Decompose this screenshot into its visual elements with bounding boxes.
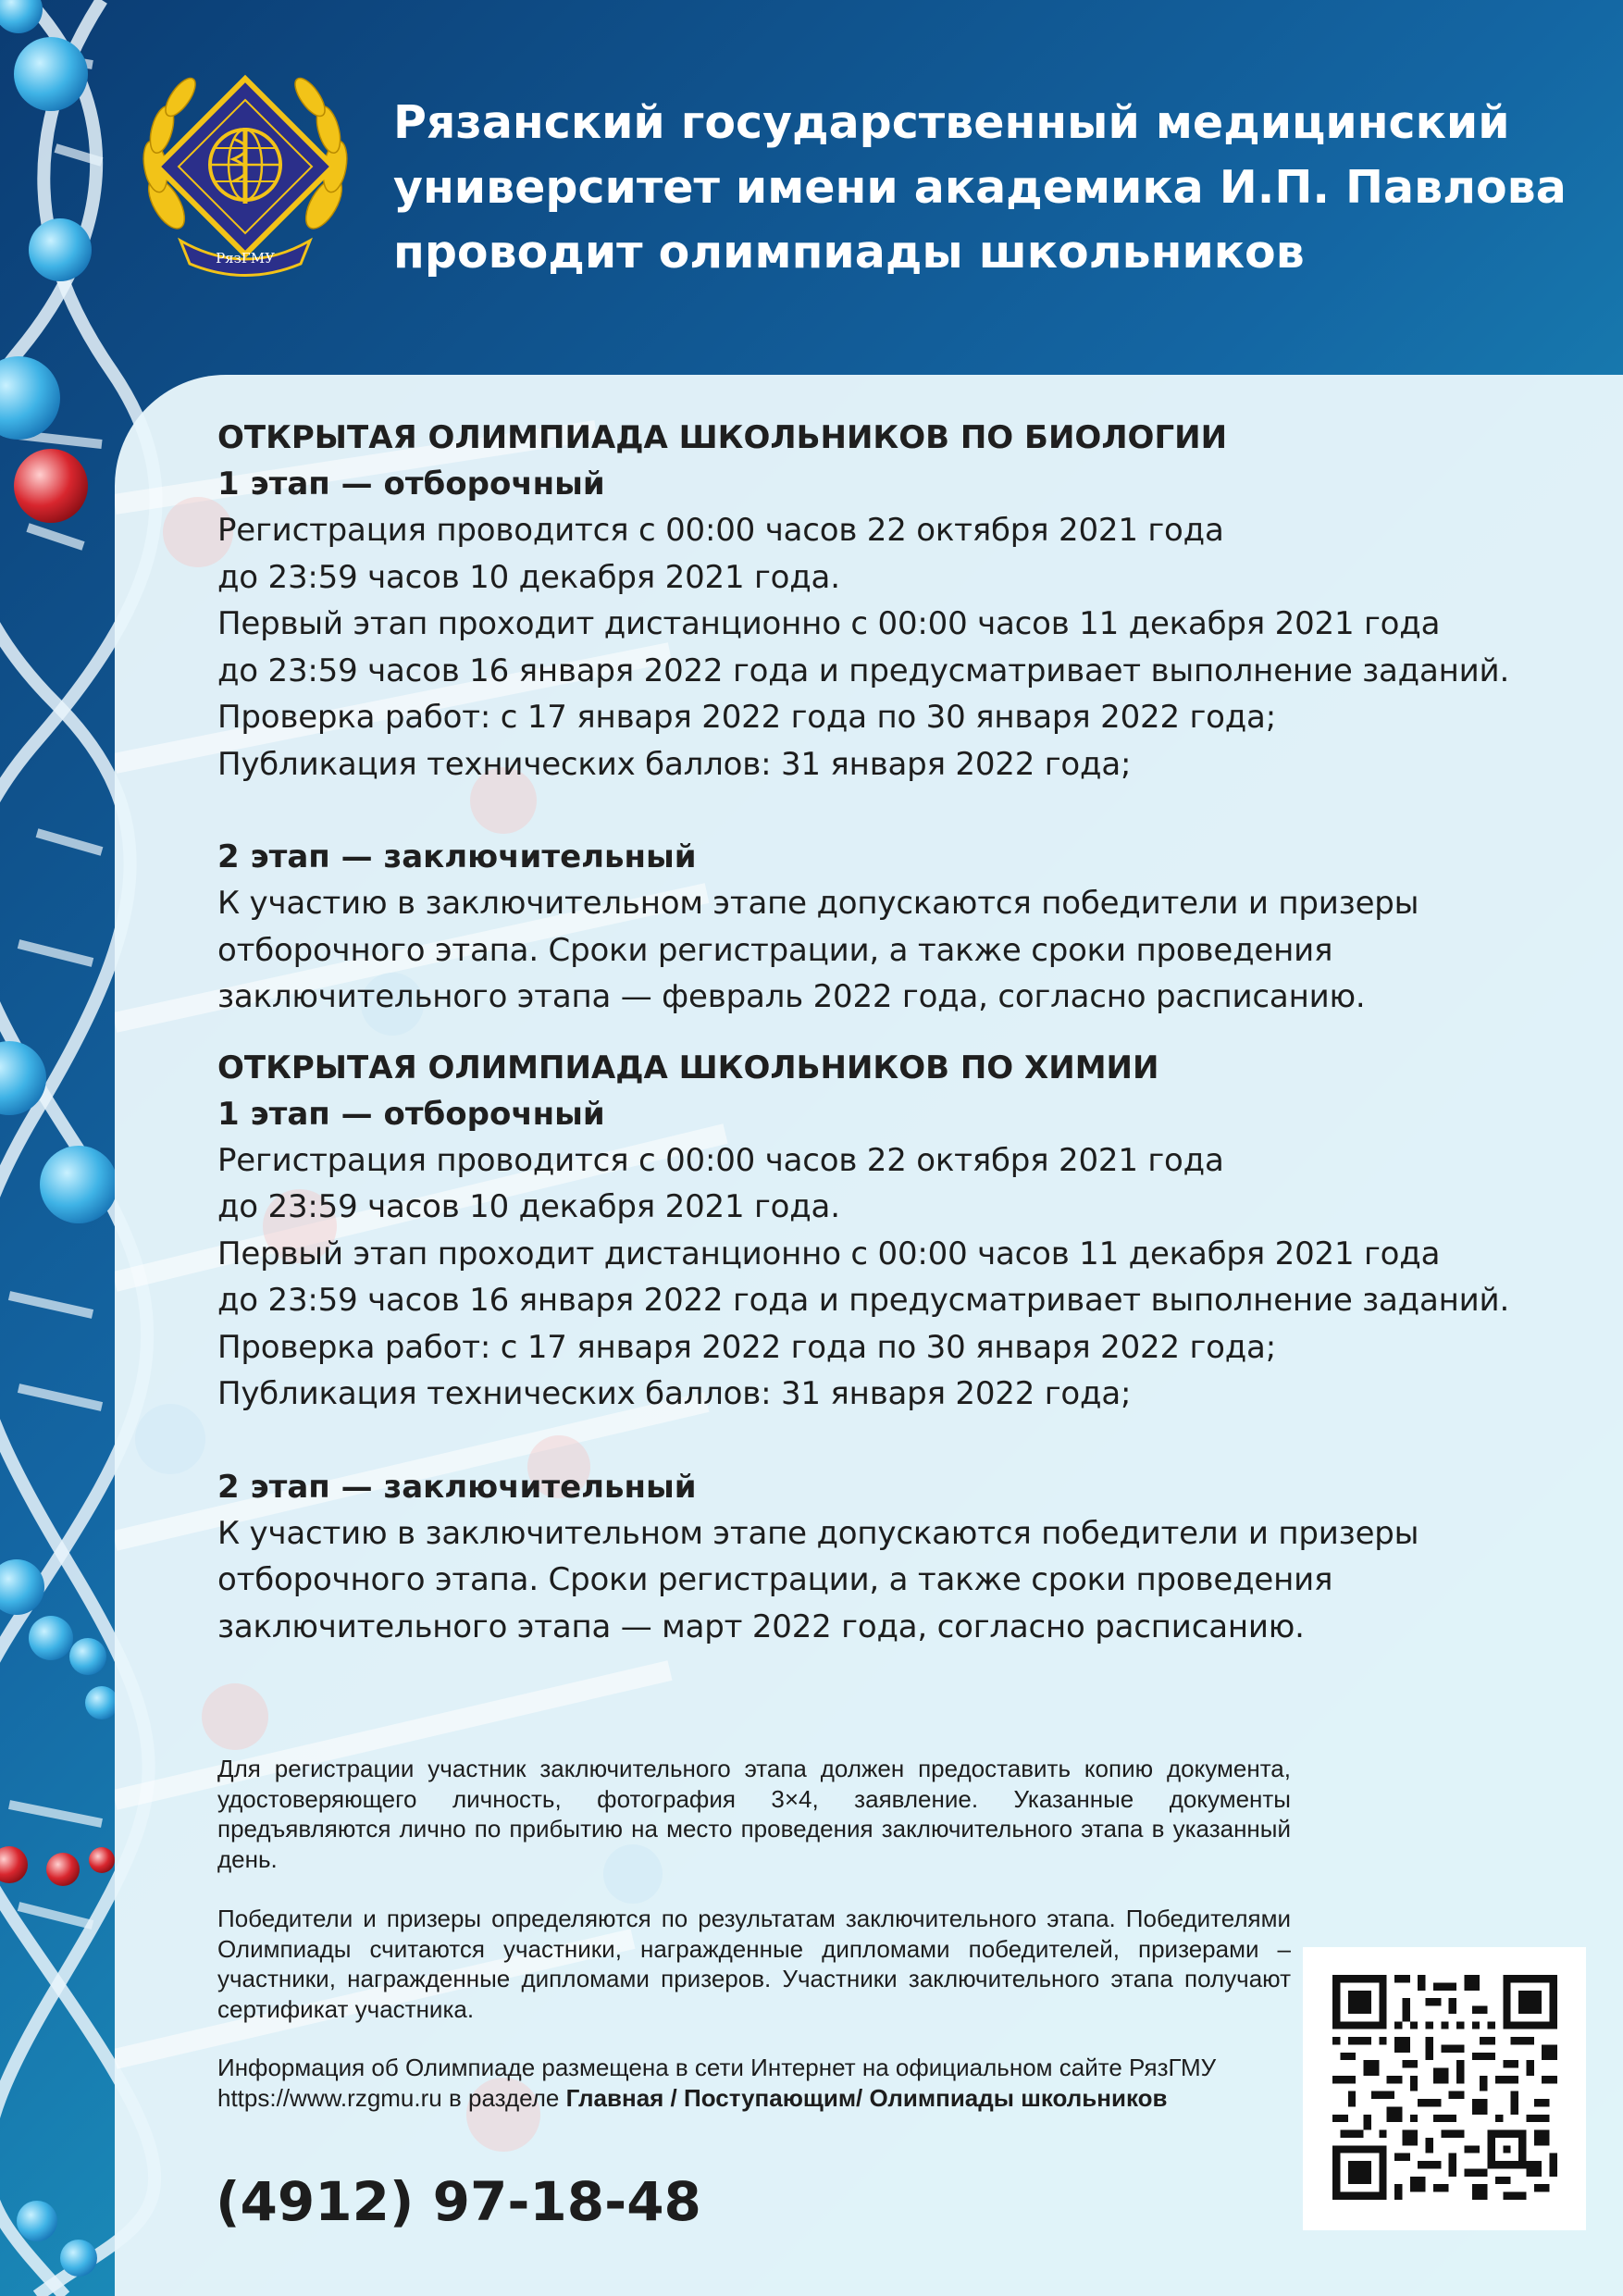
olympiad-info — [217, 415, 1541, 1650]
biology-stage1-line: до 23:59 часов 10 декабря 2021 года. — [217, 558, 840, 596]
chemistry-stage1-line: Публикация технических баллов: 31 января 2022 года; — [217, 1375, 1132, 1412]
chemistry-stage2-line: заключительного этапа — март 2022 года, согласно расписанию. — [217, 1607, 1305, 1645]
chemistry-stage1-line: Первый этап проходит дистанционно с 00:00 часов 11 декабря 2021 года — [217, 1235, 1441, 1272]
phone-number[interactable]: (4912) 97-18-48 — [216, 2170, 701, 2233]
biology-stage1-line: Регистрация проводится с 00:00 часов 22 октября 2021 года — [217, 512, 1224, 549]
chemistry-stage2-line: К участию в заключительном этапе допускаются победители и призеры — [217, 1514, 1419, 1552]
registration-note: Для регистрации участник заключительного этапа должен предоставить копию документа, удостоверяющего личность, фотография 3×4, заявление. Указанные документы предъявляются лично по прибытию на место проведения заключительного этапа в указанный день. — [217, 1755, 1291, 1873]
biology-stage2-line: отборочного этапа. Сроки регистрации, а также сроки проведения — [217, 931, 1333, 969]
dashed-divider — [115, 1690, 1623, 1705]
biology-stage1-line: Первый этап проходит дистанционно с 00:00 часов 11 декабря 2021 года — [217, 605, 1441, 642]
chemistry-title: ОТКРЫТАЯ ОЛИМПИАДА ШКОЛЬНИКОВ ПО ХИМИИ — [217, 1049, 1159, 1086]
biology-stage1-line: Публикация технических баллов: 31 января 2022 года; — [217, 745, 1132, 783]
chemistry-stage1-line: Проверка работ: с 17 января 2022 года по 30 января 2022 года; — [217, 1328, 1276, 1366]
chemistry-stage1-title: 1 этап — отборочный — [217, 1095, 605, 1133]
spacer — [217, 788, 1541, 834]
biology-stage2-title: 2 этап — заключительный — [217, 838, 697, 875]
section-prefix: в разделе — [441, 2083, 566, 2112]
info-note-text: Информация об Олимпиаде размещена в сети Интернет на официальном сайте РязГМУ — [217, 2054, 1217, 2081]
biology-stage1-line: Проверка работ: с 17 января 2022 года по 30 января 2022 года; — [217, 699, 1276, 736]
biology-stage1-title: 1 этап — отборочный — [217, 465, 605, 503]
chemistry-stage2-title: 2 этап — заключительный — [217, 1468, 697, 1506]
biology-stage2-line: заключительного этапа — февраль 2022 года, согласно расписанию. — [217, 978, 1366, 1015]
university-emblem-icon — [130, 56, 361, 287]
header — [0, 0, 1623, 370]
biology-stage1-line: до 23:59 часов 16 января 2022 года и предусматривает выполнение заданий. — [217, 652, 1510, 689]
website-link[interactable]: https://www.rzgmu.ru — [217, 2083, 442, 2112]
header-title-line: университет имени академика И.П. Павлова — [393, 161, 1567, 214]
chemistry-stage1-line: до 23:59 часов 16 января 2022 года и предусматривает выполнение заданий. — [217, 1282, 1510, 1319]
winners-note: Победители и призеры определяются по результатам заключительного этапа. Победителями Олимпиады считаются участники, награжденные дипломами победителей, призерами – участники, награжденные дипломами призеров. Участники заключительного этапа получают сертификат участника. — [217, 1905, 1291, 2023]
spacer — [217, 1418, 1541, 1464]
chemistry-stage2-line: отборочного этапа. Сроки регистрации, а также сроки проведения — [217, 1561, 1333, 1598]
spacer — [217, 1021, 1541, 1045]
header-title — [393, 91, 1596, 285]
logo-text: РязГМУ — [216, 250, 275, 267]
qr-code-icon[interactable] — [1332, 1975, 1557, 2200]
chemistry-stage1-line: до 23:59 часов 10 декабря 2021 года. — [217, 1188, 840, 1225]
chemistry-stage1-line: Регистрация проводится с 00:00 часов 22 октября 2021 года — [217, 1141, 1224, 1179]
biology-title: ОТКРЫТАЯ ОЛИМПИАДА ШКОЛЬНИКОВ ПО БИОЛОГИИ — [217, 419, 1228, 456]
header-title-line: проводит олимпиады школьников — [393, 226, 1305, 279]
header-title-line: Рязанский государственный медицинский — [393, 96, 1510, 149]
info-note — [217, 2053, 1291, 2113]
biology-stage2-line: К участию в заключительном этапе допускаются победители и призеры — [217, 885, 1419, 922]
section-path: Главная / Поступающим/ Олимпиады школьников — [565, 2083, 1168, 2112]
